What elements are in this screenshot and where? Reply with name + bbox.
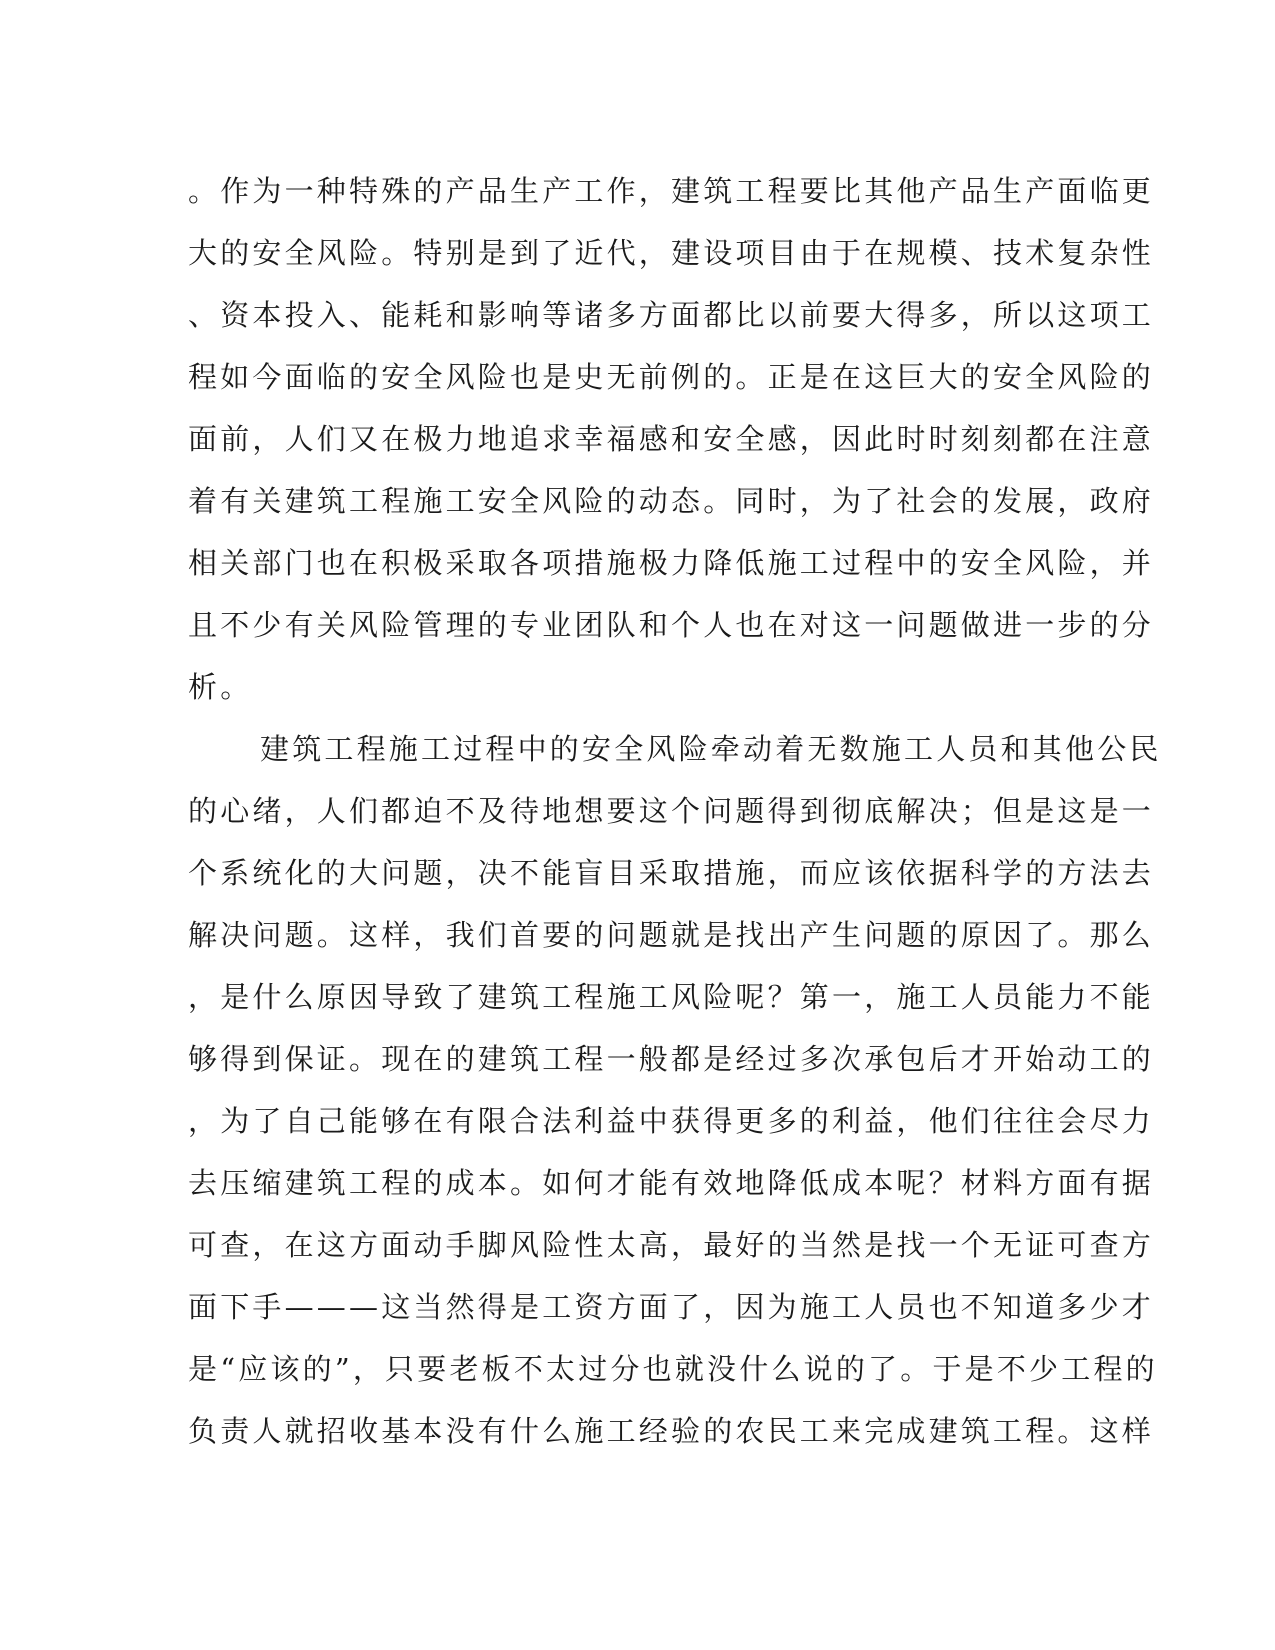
text-line: ，为了自己能够在有限合法利益中获得更多的利益，他们往往会尽力	[188, 1104, 1155, 1138]
text-line: 大的安全风险。特别是到了近代，建设项目由于在规模、技术复杂性	[188, 236, 1155, 270]
text-line: 面下手———这当然得是工资方面了，因为施工人员也不知道多少才	[188, 1290, 1155, 1324]
paragraph-2	[188, 718, 1162, 1462]
text-line: 可查，在这方面动手脚风险性太高，最好的当然是找一个无证可查方	[188, 1228, 1155, 1262]
text-line: 解决问题。这样，我们首要的问题就是找出产生问题的原因了。那么	[188, 918, 1155, 952]
text-line: 、资本投入、能耗和影响等诸多方面都比以前要大得多，所以这项工	[188, 298, 1155, 332]
body-text	[188, 160, 1162, 1462]
text-line: 。作为一种特殊的产品生产工作，建筑工程要比其他产品生产面临更	[188, 174, 1155, 208]
text-line: ，是什么原因导致了建筑工程施工风险呢？第一，施工人员能力不能	[188, 980, 1155, 1014]
text-line: 的心绪，人们都迫不及待地想要这个问题得到彻底解决；但是这是一	[188, 794, 1155, 828]
text-line: 去压缩建筑工程的成本。如何才能有效地降低成本呢？材料方面有据	[188, 1166, 1155, 1200]
text-line: 是“应该的”，只要老板不太过分也就没什么说的了。于是不少工程的	[188, 1352, 1158, 1386]
text-line: 面前，人们又在极力地追求幸福感和安全感，因此时时刻刻都在注意	[188, 422, 1155, 456]
text-line: 负责人就招收基本没有什么施工经验的农民工来完成建筑工程。这样	[188, 1414, 1155, 1448]
text-line: 程如今面临的安全风险也是史无前例的。正是在这巨大的安全风险的	[188, 360, 1155, 394]
text-line: 够得到保证。现在的建筑工程一般都是经过多次承包后才开始动工的	[188, 1042, 1155, 1076]
text-line: 相关部门也在积极采取各项措施极力降低施工过程中的安全风险，并	[188, 546, 1155, 580]
text-line: 着有关建筑工程施工安全风险的动态。同时，为了社会的发展，政府	[188, 484, 1155, 518]
paragraph-1	[188, 160, 1155, 718]
text-line-indented: 建筑工程施工过程中的安全风险牵动着无数施工人员和其他公民	[260, 732, 1162, 766]
text-line: 个系统化的大问题，决不能盲目采取措施，而应该依据科学的方法去	[188, 856, 1155, 890]
text-line: 析。	[188, 670, 253, 704]
text-line: 且不少有关风险管理的专业团队和个人也在对这一问题做进一步的分	[188, 608, 1155, 642]
